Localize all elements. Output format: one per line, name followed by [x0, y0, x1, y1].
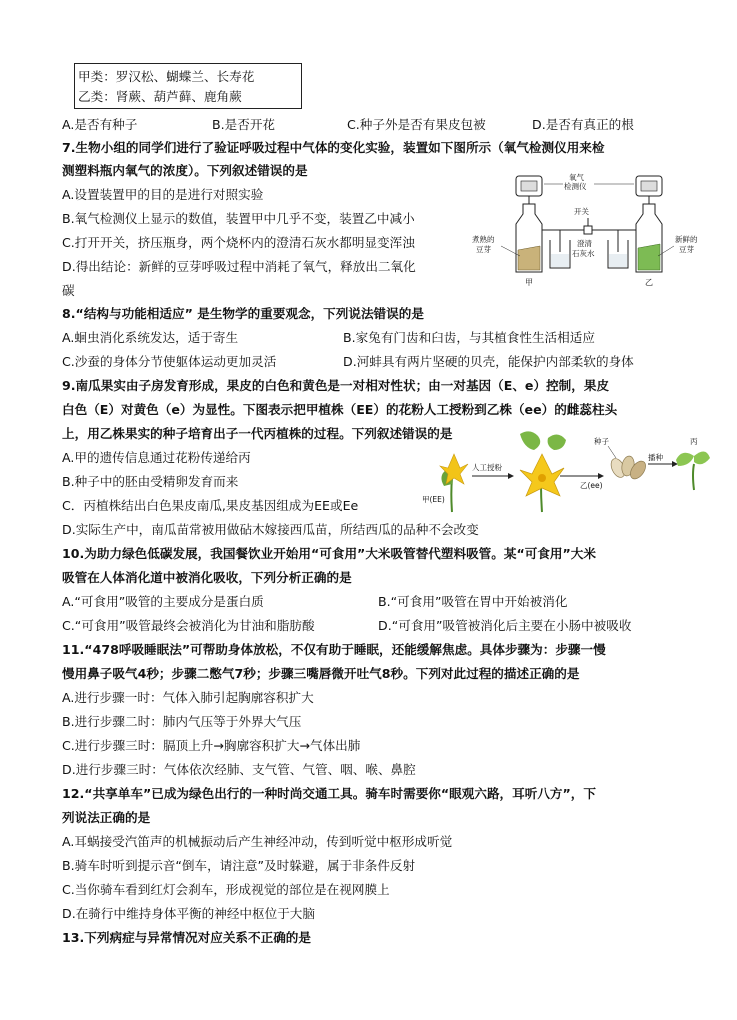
q10-stem-line2: 吸管在人体消化道中被消化吸收，下列分析正确的是 [62, 570, 352, 585]
q9-stem-line3: 上，用乙株果实的种子培育出子一代丙植株的过程。下列叙述错误的是 [62, 426, 453, 441]
q6-option-d: D.是否有真正的根 [532, 117, 634, 132]
q12-option-a: A.耳蜗接受汽笛声的机械振动后产生神经冲动，传到听觉中枢形成听觉 [62, 834, 453, 849]
q9-option-d: D.实际生产中，南瓜苗常被用做砧木嫁接西瓜苗，所结西瓜的品种不会改变 [62, 522, 479, 537]
fig7-fresh-label-1: 新鲜的 [675, 235, 698, 244]
q11-option-b: B.进行步骤二时：肺内气压等于外界大气压 [62, 714, 302, 729]
q9-stem-line2: 白色（E）对黄色（e）为显性。下图表示把甲植株（EE）的花粉人工授粉到乙株（ee）的雌蕊柱头 [62, 402, 618, 417]
q7-option-a: A.设置装置甲的目的是进行对照实验 [62, 187, 264, 202]
q11-option-d: D.进行步骤三时：气体依次经肺、支气管、气管、咽、喉、鼻腔 [62, 762, 416, 777]
q7-stem-line2: 测塑料瓶内氧气的浓度）。下列叙述错误的是 [62, 163, 308, 178]
fig7-boiled-label-2: 豆芽 [476, 245, 491, 254]
fig7-jia-label: 甲 [525, 278, 533, 287]
fig9-yi-label: 乙(ee) [580, 481, 603, 490]
q12-stem-line2: 列说法正确的是 [62, 810, 151, 825]
q13-stem: 13.下列病症与异常情况对应关系不正确的是 [62, 930, 311, 945]
fig9-seed-label: 种子 [594, 437, 609, 446]
q8-option-a: A.蛔虫消化系统发达，适于寄生 [62, 330, 239, 345]
q12-option-b: B.骑车时听到提示音“倒车，请注意”及时躲避，属于非条件反射 [62, 858, 416, 873]
q6-option-a: A.是否有种子 [62, 117, 138, 132]
fig7-detector-label-2: 检测仪 [564, 182, 587, 191]
q9-pumpkin-figure [420, 424, 710, 516]
q7-apparatus-figure [468, 172, 708, 290]
q11-option-a: A.进行步骤一时：气体入肺引起胸廓容积扩大 [62, 690, 314, 705]
q9-option-c: C．丙植株结出白色果皮南瓜,果皮基因组成为EE或Ee [62, 498, 359, 513]
q7-stem-line1: 7.生物小组的同学们进行了验证呼吸过程中气体的变化实验，装置如下图所示（氧气检测仪用来检 [62, 140, 605, 155]
q7-option-b: B.氧气检测仪上显示的数值，装置甲中几乎不变，装置乙中减小 [62, 211, 415, 226]
q7-apparatus-drawing [468, 172, 708, 290]
q11-stem-line2: 慢用鼻子吸气4秒；步骤二憋气7秒；步骤三嘴唇微开吐气8秒。下列对此过程的描述正确的是 [62, 666, 580, 681]
q6-option-b: B.是否开花 [212, 117, 276, 132]
q11-option-c: C.进行步骤三时：膈顶上升→胸廓容积扩大→气体出肺 [62, 738, 361, 753]
fig9-bing-label: 丙 [690, 437, 698, 446]
q12-option-d: D.在骑行中维持身体平衡的神经中枢位于大脑 [62, 906, 315, 921]
q7-option-c: C.打开开关，挤压瓶身，两个烧杯内的澄清石灰水都明显变浑浊 [62, 235, 415, 250]
fig9-jia-label: 甲(EE) [422, 495, 445, 504]
q10-stem-line1: 10.为助力绿色低碳发展，我国餐饮业开始用“可食用”大米吸管替代塑料吸管。某“可食用”大米 [62, 546, 596, 561]
fig7-fresh-label-2: 豆芽 [679, 245, 694, 254]
q10-option-d: D.“可食用”吸管被消化后主要在小肠中被吸收 [378, 618, 632, 633]
fig7-boiled-label-1: 煮熟的 [472, 235, 495, 244]
q9-option-a: A.甲的遗传信息通过花粉传递给丙 [62, 450, 251, 465]
fig7-detector-label: 氧气 [569, 173, 584, 182]
fig7-switch-label: 开关 [574, 207, 589, 216]
q12-option-c: C.当你骑车看到红灯会刹车，形成视觉的部位是在视网膜上 [62, 882, 390, 897]
q8-option-c: C.沙蚕的身体分节使躯体运动更加灵活 [62, 354, 277, 369]
fig7-yi-label: 乙 [645, 278, 653, 287]
q10-option-a: A.“可食用”吸管的主要成分是蛋白质 [62, 594, 264, 609]
box-row-yi: 乙类：肾蕨、葫芦藓、鹿角蕨 [78, 89, 242, 104]
box-row-jia: 甲类：罗汉松、蝴蝶兰、长寿花 [78, 69, 255, 84]
q9-pumpkin-drawing [420, 424, 710, 516]
fig9-sowing-label: 播种 [648, 453, 663, 462]
q8-option-d: D.河蚌具有两片坚硬的贝壳，能保护内部柔软的身体 [343, 354, 634, 369]
q9-stem-line1: 9.南瓜果实由子房发育形成，果皮的白色和黄色是一对相对性状；由一对基因（E、e）控制，果皮 [62, 378, 610, 393]
q8-option-b: B.家兔有门齿和臼齿，与其植食性生活相适应 [343, 330, 595, 345]
q6-option-c: C.种子外是否有果皮包被 [347, 117, 486, 132]
q12-stem-line1: 12.“共享单车”已成为绿色出行的一种时尚交通工具。骑车时需要你“眼观六路，耳听八方”，下 [62, 786, 596, 801]
fig9-pollination-label: 人工授粉 [472, 463, 502, 472]
q9-option-b: B.种子中的胚由受精卵发育而来 [62, 474, 239, 489]
q11-stem-line1: 11.“478呼吸睡眠法”可帮助身体放松，不仅有助于睡眠，还能缓解焦虑。具体步骤为：步骤一慢 [62, 642, 606, 657]
fig7-lime-label-1: 澄清 [577, 239, 592, 248]
q7-option-d-line1: D.得出结论：新鲜的豆芽呼吸过程中消耗了氧气，释放出二氧化 [62, 259, 416, 274]
classification-box [74, 63, 302, 109]
q8-stem: 8.“结构与功能相适应” 是生物学的重要观念，下列说法错误的是 [62, 306, 424, 321]
q10-option-b: B.“可食用”吸管在胃中开始被消化 [378, 594, 568, 609]
fig7-lime-label-2: 石灰水 [572, 249, 595, 258]
q7-option-d-line2: 碳 [62, 283, 75, 298]
q10-option-c: C.“可食用”吸管最终会被消化为甘油和脂肪酸 [62, 618, 315, 633]
